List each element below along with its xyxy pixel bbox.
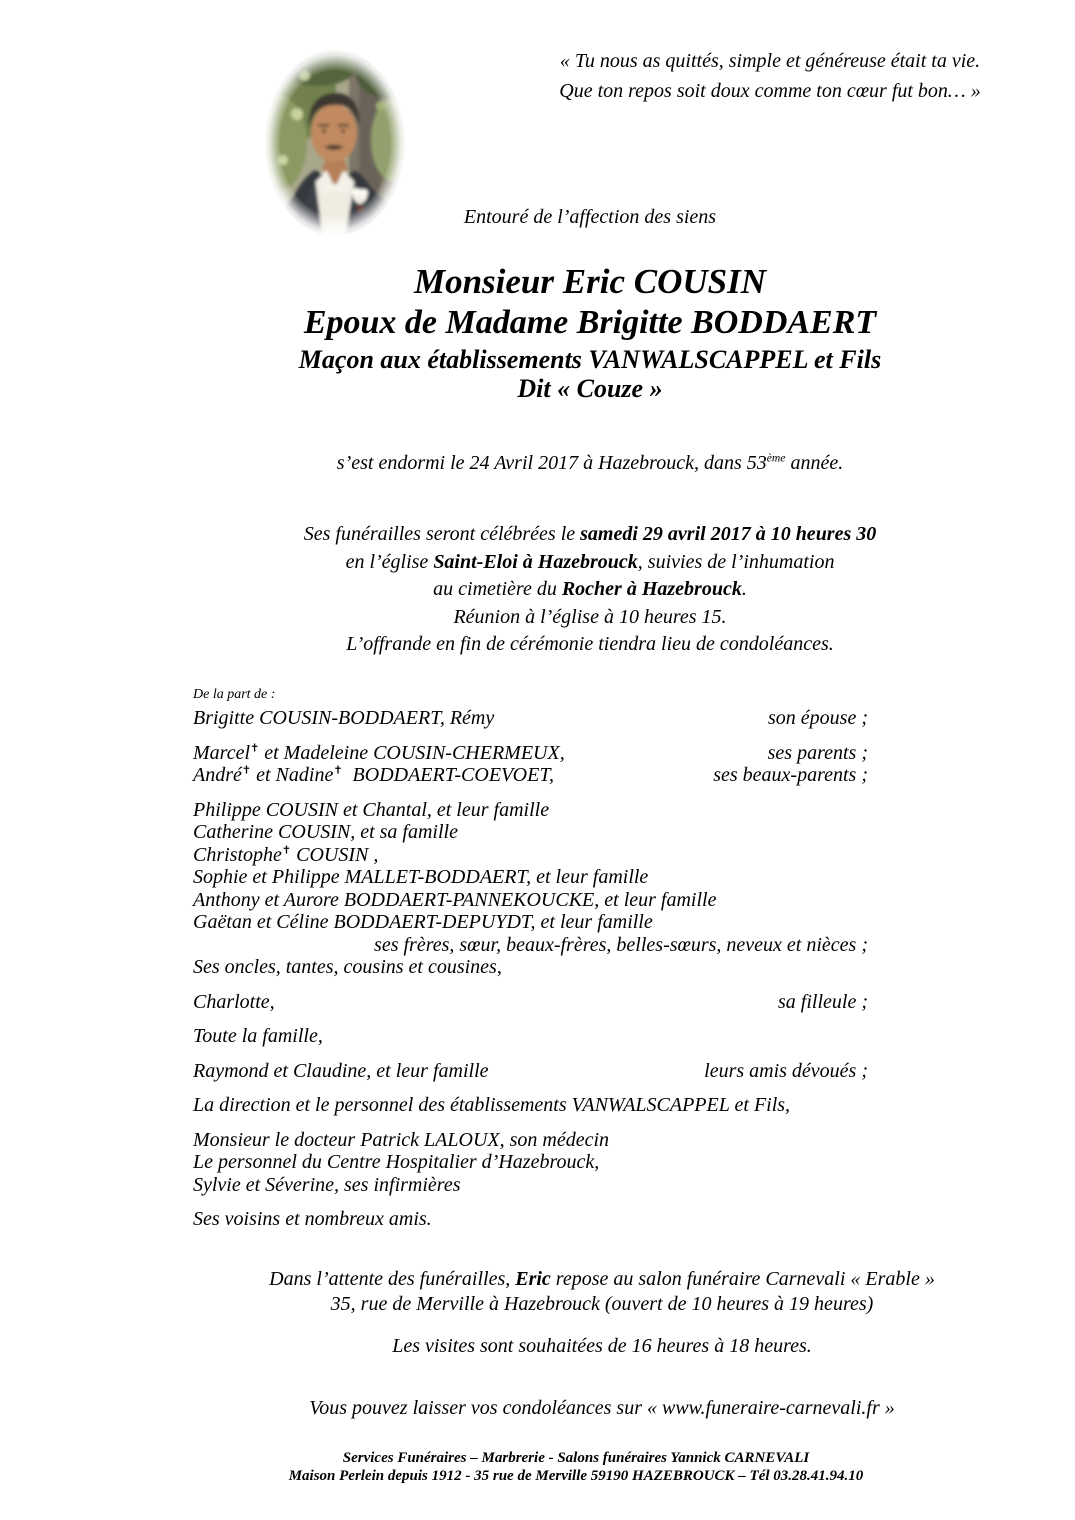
mourner-row-sibling: Anthony et Aurore BODDAERT-PANNEKOUCKE, et leur famille [193,888,717,911]
mourner-friends-names: Raymond et Claudine, et leur famille [193,1059,489,1082]
death-line [193,452,987,475]
funeral-line-5: L’offrande en fin de cérémonie tiendra lieu de condoléances. [346,633,834,655]
deceased-spouse-line: Epoux de Madame Brigitte BODDAERT [303,304,877,341]
mourners-heading: De la part de : [193,687,276,702]
mourner-parents-rest: et Madeleine COUSIN-CHERMEUX, [259,741,565,764]
funeral-home-footer [193,1450,959,1485]
footer-line-2: Maison Perlein depuis 1912 - 35 rue de Merville 59190 HAZEBROUCK – Tél 03.28.41.94.10 [288,1467,864,1484]
deceased-cross-icon: ✝ [241,764,252,777]
mourner-spouse-relation: son épouse ; [768,707,868,729]
wake-info [193,1267,1011,1316]
mourner-row-sibling [193,844,868,867]
mourner-row-hospital: Le personnel du Centre Hospitalier d’Hazebrouck, [193,1151,600,1173]
funeral-date-bold: samedi 29 avril 2017 à 10 heures 30 [580,523,877,545]
mourner-inlaws-name-b: et Nadine [251,764,334,786]
deceased-cross-icon: ✝ [281,843,292,856]
funeral-line-4: Réunion à l’église à 10 heures 15. [453,605,727,628]
deceased-cross-icon: ✝ [333,764,343,777]
death-line-tail: année. [785,452,844,474]
mourner-inlaws-names [193,764,554,787]
wake-line-2: 35, rue de Merville à Hazebrouck (ouvert de 10 heures à 19 heures) [330,1292,874,1315]
mourner-row-neighbors: Ses voisins et nombreux amis. [193,1208,432,1230]
funeral-church-bold: Saint-Eloi à Hazebrouck [433,550,638,573]
funeral-line-3-pre: au cimetière du [433,578,562,600]
mourner-parents-names [193,742,565,765]
funeral-line-2 [193,549,987,577]
online-condolences: Vous pouvez laisser vos condoléances sur « www.funeraire-carnevali.fr » [309,1397,895,1419]
mourner-siblings-relation: ses frères, sœur, beaux-frères, belles-sœurs, neveux et nièces ; [374,933,868,956]
mourner-inlaws-relation: ses beaux-parents ; [713,764,868,786]
opening-quote [545,46,995,106]
funeral-cemetery-bold: Rocher à Hazebrouck [561,578,742,600]
deceased-nickname: Dit « Couze » [517,374,663,403]
mourner-row-spouse [193,707,868,730]
mourner-row-doctor: Monsieur le docteur Patrick LALOUX, son médecin [193,1128,610,1151]
visiting-hours: Les visites sont souhaitées de 16 heures à 18 heures. [392,1335,812,1357]
mourner-row-whole-family: Toute la famille, [193,1025,323,1047]
mourner-sibling-name: Christophe [193,843,282,866]
funeral-line-3 [193,576,987,604]
quote-line-2: Que ton repos soit doux comme ton cœur fut bon… » [559,80,981,102]
mourner-row-goddaughter [193,991,868,1014]
funeral-line-2-pre: en l’église [345,550,434,573]
death-line-ordinal: ème [766,451,786,465]
mourner-inlaws-name-a: André [193,764,242,786]
mourner-row-sibling: Philippe COUSIN et Chantal, et leur famille [193,798,550,821]
intro-line: Entouré de l’affection des siens [463,206,717,228]
mourner-row-parents [193,742,868,765]
wake-line-1-pre: Dans l’attente des funérailles, [269,1268,516,1290]
mourner-row-sibling: Gaëtan et Céline BODDAERT-DEPUYDT, et leur famille [193,911,653,933]
funeral-line-1-pre: Ses funérailles seront célébrées le [303,523,581,545]
quote-line-1: « Tu nous as quittés, simple et généreuse était ta vie. [559,50,981,72]
mourner-spouse-name: Brigitte COUSIN-BODDAERT, Rémy [193,707,495,729]
mourner-row-friends [193,1060,868,1083]
wake-line-1-post: repose au salon funéraire Carnevali « Erable » [550,1268,935,1290]
mourner-goddaughter-name: Charlotte, [193,990,275,1013]
funeral-line-2-post: , suivies de l’inhumation [637,550,835,573]
mourners-section [193,686,868,1231]
mourner-friends-relation: leurs amis dévoués ; [704,1059,868,1082]
mourner-row-inlaws [193,764,868,787]
mourner-inlaws-rest: BODDAERT-COEVOET, [342,764,554,786]
mourner-row-sibling: Catherine COUSIN, et sa famille [193,821,458,843]
mourner-goddaughter-relation: sa filleule ; [778,990,868,1013]
mourner-row-uncles: Ses oncles, tantes, cousins et cousines, [193,956,502,978]
mourner-group-medical [193,1129,868,1197]
footer-line-1: Services Funéraires – Marbrerie - Salons funéraires Yannick CARNEVALI [342,1450,810,1466]
deceased-title-block [193,262,987,402]
mourner-row-sibling: Sophie et Philippe MALLET-BODDAERT, et leur famille [193,866,649,888]
mourner-parents-name-a: Marcel [193,741,251,764]
funeral-details [193,521,987,659]
deceased-cross-icon: ✝ [250,741,260,754]
death-line-text: s’est endormi le 24 Avril 2017 à Hazebrouck, dans 53 [336,452,767,474]
funeral-line-3-post: . [741,578,747,600]
funeral-line-1 [193,521,987,549]
wake-line-1 [193,1267,1011,1292]
deceased-name: Monsieur Eric COUSIN [413,262,767,301]
mourner-row-company: La direction et le personnel des établissements VANWALSCAPPEL et Fils, [193,1094,791,1116]
wake-first-name-bold: Eric [515,1268,551,1290]
deceased-occupation: Maçon aux établissements VANWALSCAPPEL et Fils [298,345,882,374]
mourner-sibling-rest: COUSIN , [291,843,379,866]
mourner-parents-relation: ses parents ; [767,741,868,764]
mourner-row-nurses: Sylvie et Séverine, ses infirmières [193,1173,461,1196]
mourner-group-siblings [193,799,868,979]
mourner-group-parents [193,742,868,787]
